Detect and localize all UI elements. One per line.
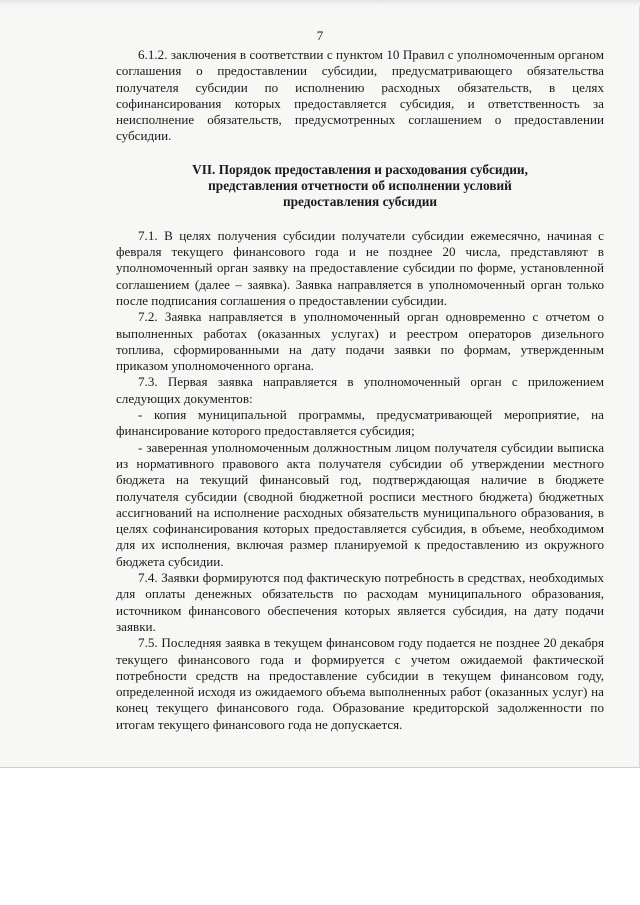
document-body bbox=[116, 47, 604, 733]
section-heading-line-1: VII. Порядок предоставления и расходования субсидии, bbox=[192, 161, 528, 177]
paragraph-7-3-item-2: - заверенная уполномоченным должностным лицом получателя субсидии выписка из нормативного правового акта получателя субсидии об утверждении местного бюджета на текущий финансовый год, подтверждающая наличие в бюджете получателя субсидии (сводной бюджетной росписи местного бюджета) бюджетных ассигнований на исполнение расходных обязательств муниципального образования, в целях софинансирования которых предоставляется субсидия, в объеме, необходимом для их исполнения, включая размер планируемой к предоставлению из окружного бюджета субсидии. bbox=[116, 439, 604, 569]
section-heading-line-3: предоставления субсидии bbox=[282, 193, 438, 209]
paragraph-7-3: 7.3. Первая заявка направляется в уполномоченный орган с приложением следующих документов: bbox=[116, 374, 604, 406]
paragraph-7-5: 7.5. Последняя заявка в текущем финансовом году подается не позднее 20 декабря текущего финансового года и формируется с учетом ожидаемой фактической потребности средств на предоставление субсидии в текущем финансовом году, определенной исходя из ожидаемого объема выполненных работ (оказанных услуг) на конец текущего финансового года. Образование кредиторской задолженности по итогам текущего финансового года не допускается. bbox=[116, 635, 604, 732]
section-heading-line-2: представления отчетности об исполнении условий bbox=[208, 177, 512, 193]
paragraph-7-1: 7.1. В целях получения субсидии получатели субсидии ежемесячно, начиная с февраля текущего финансового года и не позднее 20 числа, представляют в уполномоченный орган заявку на предоставление субсидии по форме, установленной соглашением (далее – заявка). Заявка направляется в уполномоченный орган только после подписания соглашения о предоставлении субсидии. bbox=[116, 227, 604, 308]
paragraph-7-2: 7.2. Заявка направляется в уполномоченный орган одновременно с отчетом о выполненных работах (оказанных услугах) и реестром операторов дизельного топлива, сформированными на дату подачи заявки по формам, утвержденным приказом уполномоченного органа. bbox=[116, 309, 604, 374]
scan-top-edge bbox=[0, 0, 640, 6]
paragraph-6-1-2: 6.1.2. заключения в соответствии с пунктом 10 Правил с уполномоченным органом соглашения о предоставлении субсидии, предусматривающего обязательства получателя субсидии по исполнению расходных обязательств, в целях софинансирования которых предоставляется субсидия, и ответственность за неисполнение обязательств, предусмотренных соглашением о предоставлении субсидии. bbox=[116, 47, 604, 144]
page-number: 7 bbox=[316, 28, 324, 43]
paragraph-7-3-item-1: - копия муниципальной программы, предусматривающей мероприятие, на финансирование которого предоставляется субсидия; bbox=[116, 407, 604, 439]
section-heading bbox=[116, 162, 604, 210]
paragraph-7-4: 7.4. Заявки формируются под фактическую потребность в средствах, необходимых для оплаты денежных обязательств по расходам муниципального образования, источником финансового обеспечения которых является субсидия, на дату подачи заявки. bbox=[116, 570, 604, 634]
